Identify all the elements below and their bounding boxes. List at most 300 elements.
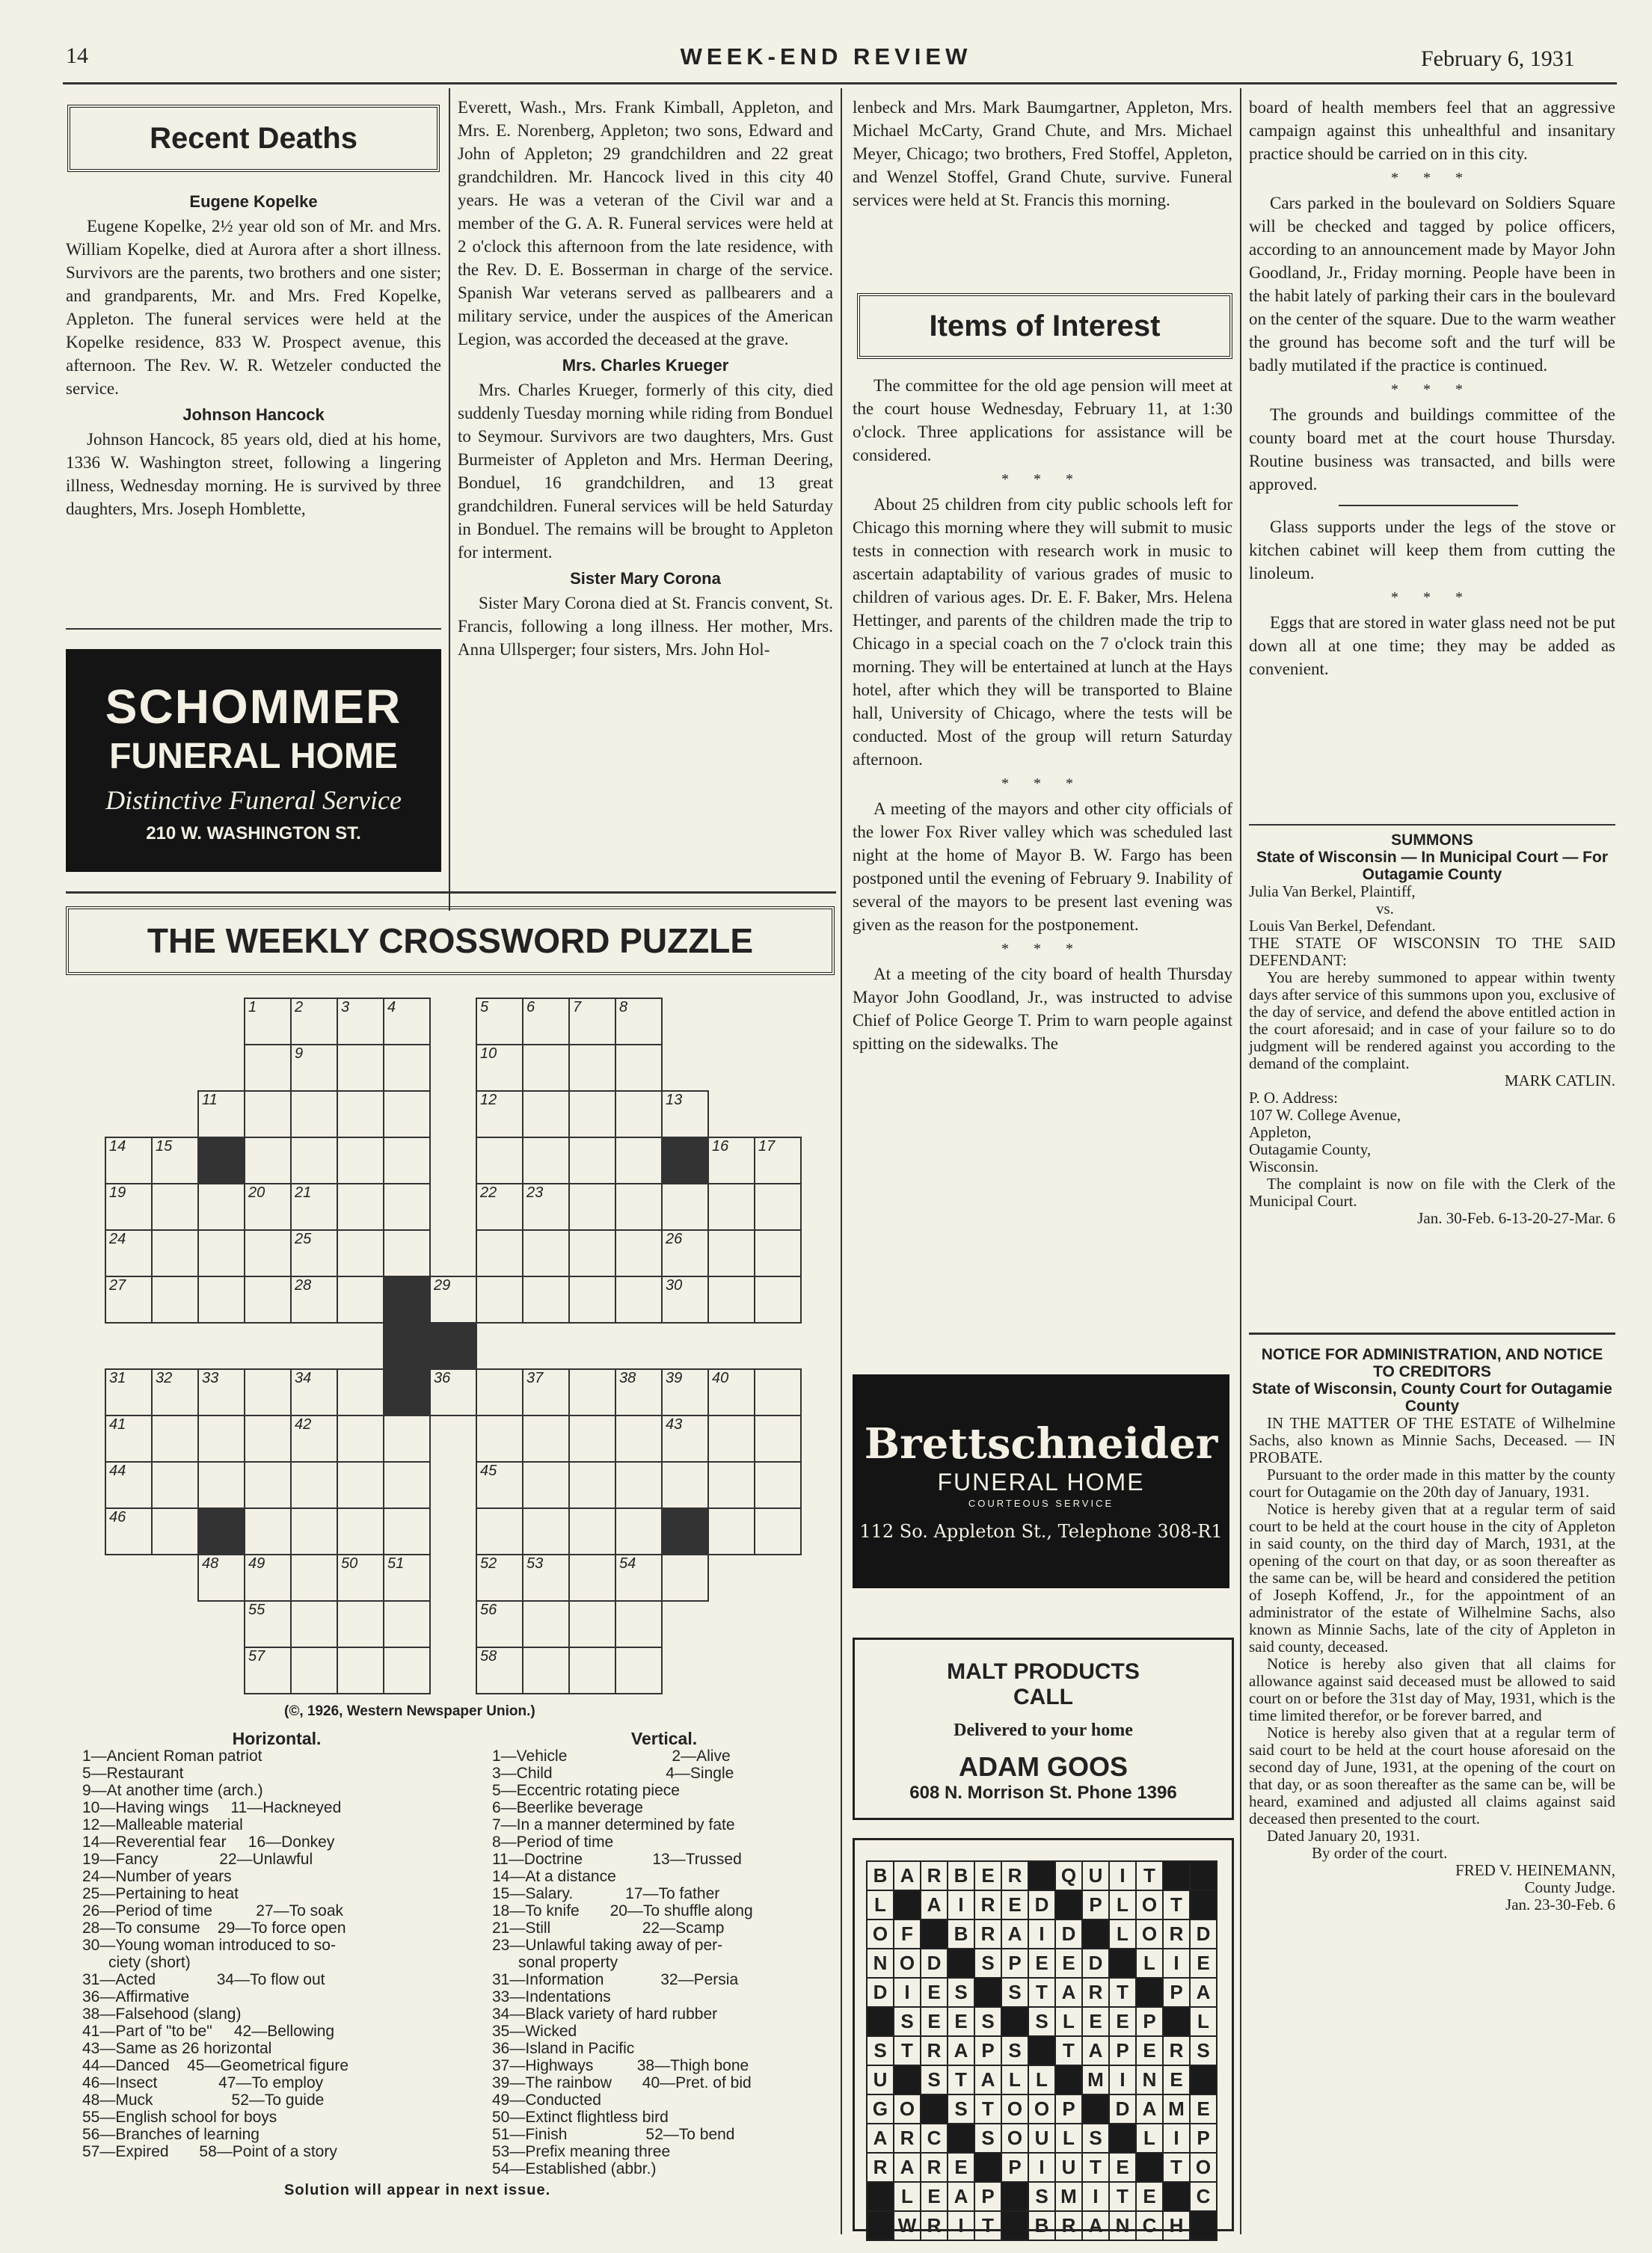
cell-number: 36 bbox=[434, 1370, 451, 1386]
masthead: WEEK-END REVIEW bbox=[680, 43, 972, 70]
crossword-cell[interactable] bbox=[105, 1462, 152, 1508]
crossword-cell[interactable] bbox=[662, 1184, 708, 1230]
crossword-cell[interactable] bbox=[337, 1647, 384, 1694]
cell-number: 37 bbox=[526, 1370, 544, 1386]
crossword-cell[interactable] bbox=[476, 1045, 523, 1091]
crossword-cell[interactable] bbox=[615, 1601, 662, 1647]
news-item: The committee for the old age pension will meet at the court house Wednesday, February 11, at 1:30 o'clock. Three applications for assistance will be considered. bbox=[853, 376, 1232, 464]
crossword-cell[interactable] bbox=[569, 1369, 615, 1416]
solution-letter: S bbox=[867, 2036, 894, 2065]
crossword-cell[interactable] bbox=[569, 1137, 615, 1184]
legal-body: IN THE MATTER OF THE ESTATE of Wilhelmine Sachs, also known as Minnie Sachs, Deceased. — IN PROBATE. bbox=[1249, 1414, 1615, 1466]
crossword-cell[interactable] bbox=[291, 1416, 337, 1462]
crossword-cell[interactable] bbox=[523, 1647, 569, 1694]
grid-blank bbox=[476, 1323, 523, 1369]
crossword-cell[interactable] bbox=[152, 1230, 198, 1276]
solution-letter: P bbox=[1163, 1978, 1190, 2007]
clue: 25—Pertaining to heat bbox=[82, 1885, 239, 1902]
clue: 31—Acted 34—To flow out bbox=[82, 1971, 325, 1988]
ad-slogan: Distinctive Funeral Service bbox=[105, 785, 402, 815]
crossword-cell[interactable] bbox=[476, 1184, 523, 1230]
crossword-cell[interactable] bbox=[291, 1045, 337, 1091]
crossword-cell[interactable] bbox=[523, 1091, 569, 1137]
crossword-cell[interactable] bbox=[245, 1647, 291, 1694]
crossword-cell[interactable] bbox=[615, 1276, 662, 1323]
crossword-cell[interactable] bbox=[291, 998, 337, 1045]
crossword-cell[interactable] bbox=[615, 1508, 662, 1555]
crossword-cell[interactable] bbox=[708, 1462, 755, 1508]
crossword-cell[interactable] bbox=[615, 1462, 662, 1508]
crossword-cell[interactable] bbox=[291, 1462, 337, 1508]
solution-letter: E bbox=[974, 1861, 1001, 1890]
crossword-cell[interactable] bbox=[476, 1091, 523, 1137]
crossword-cell[interactable] bbox=[615, 998, 662, 1045]
crossword-cell[interactable] bbox=[337, 1276, 384, 1323]
crossword-cell[interactable] bbox=[384, 1230, 430, 1276]
solution-letter: R bbox=[1082, 1978, 1109, 2007]
grid-blank bbox=[198, 1045, 245, 1091]
clue: 51—Finish 52—To bend bbox=[492, 2126, 735, 2143]
crossword-cell[interactable] bbox=[523, 1230, 569, 1276]
solution-letter: T bbox=[974, 2094, 1001, 2124]
crossword-cell[interactable] bbox=[615, 1091, 662, 1137]
grid-blank bbox=[152, 1091, 198, 1137]
crossword-cell[interactable] bbox=[569, 1462, 615, 1508]
column-rule bbox=[841, 88, 842, 2234]
crossword-cell[interactable] bbox=[569, 998, 615, 1045]
crossword-cell[interactable] bbox=[755, 1276, 801, 1323]
crossword-cell[interactable] bbox=[152, 1276, 198, 1323]
crossword-cell[interactable] bbox=[291, 1508, 337, 1555]
crossword-cell[interactable] bbox=[291, 1184, 337, 1230]
crossword-cell[interactable] bbox=[291, 1230, 337, 1276]
crossword-cell[interactable] bbox=[755, 1508, 801, 1555]
crossword-cell[interactable] bbox=[755, 1184, 801, 1230]
crossword-cell[interactable] bbox=[569, 1091, 615, 1137]
crossword-cell[interactable] bbox=[755, 1230, 801, 1276]
crossword-cell[interactable] bbox=[152, 1462, 198, 1508]
ad-line: Delivered to your home bbox=[954, 1721, 1133, 1740]
crossword-cell[interactable] bbox=[245, 1555, 291, 1601]
grid-blank bbox=[105, 1601, 152, 1647]
crossword-cell[interactable] bbox=[198, 1184, 245, 1230]
crossword-cell[interactable] bbox=[384, 1555, 430, 1601]
ad-address: 112 So. Appleton St., Telephone 308-R1 bbox=[859, 1521, 1223, 1542]
clue: 26—Period of time 27—To soak bbox=[82, 1902, 343, 1919]
obituary-heading: Sister Mary Corona bbox=[570, 569, 721, 588]
crossword-cell[interactable] bbox=[291, 1276, 337, 1323]
crossword-cell[interactable] bbox=[152, 1369, 198, 1416]
grid-blank bbox=[430, 1230, 476, 1276]
solution-black-square bbox=[948, 2124, 974, 2153]
crossword-cell[interactable] bbox=[708, 1137, 755, 1184]
crossword-cell[interactable] bbox=[523, 1276, 569, 1323]
clue: 56—Branches of learning bbox=[82, 2126, 260, 2143]
legal-court: State of Wisconsin — In Municipal Court — For Outagamie County bbox=[1256, 849, 1608, 883]
crossword-cell[interactable] bbox=[384, 998, 430, 1045]
crossword-cell[interactable] bbox=[523, 1045, 569, 1091]
solution-letter: E bbox=[1109, 2153, 1136, 2182]
clue: 33—Indentations bbox=[492, 1988, 611, 2005]
crossword-cell[interactable] bbox=[708, 1184, 755, 1230]
header-rule bbox=[63, 82, 1617, 84]
crossword-cell[interactable] bbox=[569, 1045, 615, 1091]
cell-number: 14 bbox=[109, 1138, 126, 1155]
grid-blank bbox=[430, 1045, 476, 1091]
crossword-cell[interactable] bbox=[523, 998, 569, 1045]
solution-letter: U bbox=[1082, 1861, 1109, 1890]
grid-blank bbox=[708, 1601, 755, 1647]
clue: 15—Salary. 17—To father bbox=[492, 1885, 720, 1902]
crossword-cell[interactable] bbox=[198, 1276, 245, 1323]
crossword-cell[interactable] bbox=[384, 1462, 430, 1508]
crossword-cell[interactable] bbox=[755, 1369, 801, 1416]
grid-blank bbox=[662, 1045, 708, 1091]
crossword-cell[interactable] bbox=[569, 1601, 615, 1647]
crossword-cell[interactable] bbox=[476, 1462, 523, 1508]
crossword-cell[interactable] bbox=[198, 1091, 245, 1137]
ad-ribbon: COURTEOUS SERVICE bbox=[968, 1498, 1114, 1509]
clue: 41—Part of "to be" 42—Bellowing bbox=[82, 2023, 335, 2040]
crossword-cell[interactable] bbox=[662, 1369, 708, 1416]
solution-black-square bbox=[1163, 2182, 1190, 2211]
crossword-cell[interactable] bbox=[384, 1091, 430, 1137]
crossword-cell[interactable] bbox=[476, 1555, 523, 1601]
solution-letter: D bbox=[1190, 1919, 1217, 1949]
crossword-cell[interactable] bbox=[337, 1184, 384, 1230]
crossword-cell[interactable] bbox=[615, 1555, 662, 1601]
crossword-cell[interactable] bbox=[662, 1276, 708, 1323]
crossword-cell[interactable] bbox=[337, 1230, 384, 1276]
solution-letter: A bbox=[1055, 1978, 1082, 2007]
grid-blank bbox=[430, 998, 476, 1045]
cell-number: 34 bbox=[295, 1370, 312, 1386]
crossword-cell[interactable] bbox=[105, 1276, 152, 1323]
crossword-cell[interactable] bbox=[662, 1462, 708, 1508]
grid-blank bbox=[430, 1647, 476, 1694]
crossword-cell[interactable] bbox=[569, 1184, 615, 1230]
crossword-cell[interactable] bbox=[291, 1137, 337, 1184]
solution-letter: A bbox=[948, 2036, 974, 2065]
legal-dates: Jan. 30-Feb. 6-13-20-27-Mar. 6 bbox=[1417, 1209, 1615, 1227]
solution-letter: A bbox=[1190, 1978, 1217, 2007]
solution-letter: I bbox=[948, 2211, 974, 2240]
solution-letter: B bbox=[1028, 2211, 1055, 2240]
cell-number: 53 bbox=[526, 1555, 544, 1572]
crossword-cell[interactable] bbox=[152, 1416, 198, 1462]
crossword-cell[interactable] bbox=[198, 1230, 245, 1276]
crossword-cell[interactable] bbox=[337, 1045, 384, 1091]
cell-number: 55 bbox=[248, 1602, 265, 1618]
crossword-cell[interactable] bbox=[384, 1045, 430, 1091]
grid-blank bbox=[708, 1045, 755, 1091]
column-rule bbox=[1240, 88, 1241, 2234]
crossword-cell[interactable] bbox=[476, 1137, 523, 1184]
cell-number: 30 bbox=[666, 1277, 683, 1294]
crossword-cell[interactable] bbox=[708, 1416, 755, 1462]
legal-heading: NOTICE FOR ADMINISTRATION, AND NOTICE TO CREDITORS bbox=[1261, 1346, 1603, 1380]
cell-number: 52 bbox=[480, 1555, 497, 1572]
separator: * * * bbox=[1001, 941, 1084, 957]
solution-letter: G bbox=[867, 2094, 894, 2124]
solution-letter: P bbox=[1190, 2124, 1217, 2153]
obituary-heading: Eugene Kopelke bbox=[189, 192, 318, 211]
crossword-cell[interactable] bbox=[198, 1416, 245, 1462]
crossword-grid[interactable] bbox=[105, 998, 802, 1694]
crossword-cell[interactable] bbox=[615, 1184, 662, 1230]
crossword-cell[interactable] bbox=[245, 1508, 291, 1555]
clue: 46—Insect 47—To employ bbox=[82, 2074, 324, 2091]
solution-letter: Q bbox=[1055, 1861, 1082, 1890]
solution-black-square bbox=[974, 2153, 1001, 2182]
solution-letter: P bbox=[1136, 2007, 1163, 2036]
crossword-cell[interactable] bbox=[569, 1416, 615, 1462]
crossword-cell[interactable] bbox=[384, 1416, 430, 1462]
crossword-cell[interactable] bbox=[523, 1369, 569, 1416]
crossword-cell[interactable] bbox=[291, 1091, 337, 1137]
clue: 28—To consume 29—To force open bbox=[82, 1919, 346, 1937]
solution-letter: E bbox=[921, 1978, 948, 2007]
clue: 1—Vehicle 2—Alive bbox=[492, 1748, 731, 1765]
crossword-cell[interactable] bbox=[384, 1601, 430, 1647]
solution-letter: U bbox=[1055, 2153, 1082, 2182]
cell-number: 2 bbox=[295, 999, 304, 1015]
crossword-cell[interactable] bbox=[569, 1647, 615, 1694]
solution-letter: O bbox=[867, 1919, 894, 1949]
crossword-cell[interactable] bbox=[476, 1508, 523, 1555]
crossword-cell[interactable] bbox=[198, 1369, 245, 1416]
ad-line: 608 N. Morrison St. Phone 1396 bbox=[909, 1783, 1177, 1803]
crossword-cell[interactable] bbox=[198, 1462, 245, 1508]
crossword-cell[interactable] bbox=[569, 1230, 615, 1276]
solution-letter: I bbox=[1028, 2153, 1055, 2182]
crossword-cell[interactable] bbox=[615, 1045, 662, 1091]
solution-letter: S bbox=[921, 2065, 948, 2094]
crossword-cell[interactable] bbox=[291, 1369, 337, 1416]
crossword-cell[interactable] bbox=[105, 1137, 152, 1184]
crossword-cell[interactable] bbox=[105, 1230, 152, 1276]
cell-number: 45 bbox=[480, 1463, 497, 1479]
crossword-cell[interactable] bbox=[615, 1647, 662, 1694]
grid-blank bbox=[755, 1091, 801, 1137]
solution-black-square bbox=[1190, 1861, 1217, 1890]
cell-number: 25 bbox=[295, 1231, 312, 1247]
crossword-cell[interactable] bbox=[476, 1276, 523, 1323]
summons-notice bbox=[1249, 832, 1615, 1227]
solution-letter: P bbox=[974, 2036, 1001, 2065]
crossword-cell[interactable] bbox=[523, 1601, 569, 1647]
solution-letter: S bbox=[1082, 2124, 1109, 2153]
crossword-cell[interactable] bbox=[337, 998, 384, 1045]
crossword-cell[interactable] bbox=[569, 1276, 615, 1323]
grid-blank bbox=[708, 1091, 755, 1137]
cell-number: 8 bbox=[619, 999, 628, 1015]
crossword-cell[interactable] bbox=[245, 1276, 291, 1323]
crossword-cell[interactable] bbox=[105, 1184, 152, 1230]
solution-letter: S bbox=[974, 2007, 1001, 2036]
crossword-cell[interactable] bbox=[708, 1508, 755, 1555]
crossword-cell[interactable] bbox=[291, 1555, 337, 1601]
solution-black-square bbox=[948, 1949, 974, 1978]
crossword-cell[interactable] bbox=[337, 1091, 384, 1137]
crossword-cell[interactable] bbox=[152, 1137, 198, 1184]
solution-letter: E bbox=[1001, 1890, 1028, 1919]
crossword-cell[interactable] bbox=[245, 1462, 291, 1508]
solution-letter: E bbox=[1082, 2007, 1109, 2036]
cell-number: 49 bbox=[248, 1555, 265, 1572]
crossword-cell[interactable] bbox=[615, 1416, 662, 1462]
solution-letter: E bbox=[1190, 2094, 1217, 2124]
solution-letter: T bbox=[1082, 2153, 1109, 2182]
crossword-cell[interactable] bbox=[384, 1184, 430, 1230]
crossword-cell[interactable] bbox=[476, 1230, 523, 1276]
crossword-cell[interactable] bbox=[708, 1369, 755, 1416]
crossword-cell[interactable] bbox=[569, 1555, 615, 1601]
crossword-cell[interactable] bbox=[337, 1416, 384, 1462]
crossword-cell[interactable] bbox=[476, 1601, 523, 1647]
crossword-cell[interactable] bbox=[337, 1369, 384, 1416]
solution-letter: P bbox=[1082, 1890, 1109, 1919]
crossword-cell[interactable] bbox=[152, 1508, 198, 1555]
crossword-cell[interactable] bbox=[755, 1416, 801, 1462]
cell-number: 31 bbox=[109, 1370, 126, 1386]
crossword-cell[interactable] bbox=[245, 1230, 291, 1276]
crossword-cell[interactable] bbox=[755, 1137, 801, 1184]
grid-blank bbox=[152, 998, 198, 1045]
crossword-cell[interactable] bbox=[662, 1555, 708, 1601]
solution-black-square bbox=[921, 1919, 948, 1949]
legal-body: You are hereby summoned to appear within twenty days after service of this summons upon you, exclusive of the day of service, and defend the above entitled action in the court aforesaid; and in case of your failure so to do judgment will be rendered against you according to the demand of the complaint. bbox=[1249, 968, 1615, 1072]
solution-black-square bbox=[1082, 2094, 1109, 2124]
crossword-cell[interactable] bbox=[245, 998, 291, 1045]
crossword-cell[interactable] bbox=[476, 1416, 523, 1462]
crossword-cell[interactable] bbox=[245, 1416, 291, 1462]
crossword-cell[interactable] bbox=[337, 1555, 384, 1601]
solution-letter: T bbox=[1163, 2153, 1190, 2182]
crossword-cell[interactable] bbox=[523, 1462, 569, 1508]
clue: 7—In a manner determined by fate bbox=[492, 1816, 735, 1834]
crossword-cell[interactable] bbox=[755, 1462, 801, 1508]
crossword-cell[interactable] bbox=[615, 1137, 662, 1184]
solution-letter: M bbox=[1163, 2094, 1190, 2124]
crossword-cell[interactable] bbox=[291, 1647, 337, 1694]
legal-body: Pursuant to the order made in this matter by the county court for Outagamie on the 20th day of January, 1931. bbox=[1249, 1466, 1615, 1501]
crossword-cell[interactable] bbox=[523, 1508, 569, 1555]
solution-letter: R bbox=[867, 2153, 894, 2182]
solution-letter: T bbox=[1028, 1978, 1055, 2007]
crossword-cell[interactable] bbox=[384, 1508, 430, 1555]
solution-letter: D bbox=[867, 1978, 894, 2007]
clue: 54—Established (abbr.) bbox=[492, 2160, 657, 2177]
crossword-cell[interactable] bbox=[662, 1091, 708, 1137]
crossword-cell[interactable] bbox=[384, 1647, 430, 1694]
crossword-cell[interactable] bbox=[476, 1647, 523, 1694]
grid-blank bbox=[198, 1647, 245, 1694]
clue: 31—Information 32—Persia bbox=[492, 1971, 739, 1988]
cell-number: 11 bbox=[202, 1092, 218, 1108]
solution-letter: D bbox=[1028, 1890, 1055, 1919]
grid-blank bbox=[662, 998, 708, 1045]
crossword-cell[interactable] bbox=[708, 1276, 755, 1323]
crossword-cell[interactable] bbox=[615, 1230, 662, 1276]
crossword-cell[interactable] bbox=[523, 1555, 569, 1601]
vertical-clues bbox=[492, 1730, 836, 2177]
crossword-cell[interactable] bbox=[337, 1508, 384, 1555]
clue: 48—Muck 52—To guide bbox=[82, 2091, 325, 2109]
grid-blank bbox=[430, 1184, 476, 1230]
cell-number: 46 bbox=[109, 1509, 126, 1525]
solution-letter: L bbox=[867, 1890, 894, 1919]
crossword-cell[interactable] bbox=[615, 1369, 662, 1416]
legal-signature: County Judge. bbox=[1524, 1878, 1615, 1896]
crossword-cell[interactable] bbox=[523, 1137, 569, 1184]
crossword-cell[interactable] bbox=[523, 1184, 569, 1230]
solution-letter: I bbox=[1028, 1919, 1055, 1949]
solution-letter: S bbox=[1190, 2036, 1217, 2065]
divider bbox=[66, 891, 836, 894]
column-rule bbox=[449, 88, 450, 911]
crossword-cell[interactable] bbox=[523, 1416, 569, 1462]
crossword-cell[interactable] bbox=[198, 1555, 245, 1601]
solution-letter: E bbox=[948, 2153, 974, 2182]
crossword-cell[interactable] bbox=[476, 998, 523, 1045]
crossword-cell[interactable] bbox=[105, 1369, 152, 1416]
clue: 19—Fancy 22—Unlawful bbox=[82, 1851, 313, 1868]
obituary-text: Johnson Hancock, 85 years old, died at his home, 1336 W. Washington street, following a lingering illness, Wednesday morning. He is survived by three daughters, Mrs. Joseph Homblette, bbox=[66, 430, 441, 518]
cell-number: 10 bbox=[480, 1045, 497, 1062]
crossword-cell[interactable] bbox=[152, 1184, 198, 1230]
crossword-cell[interactable] bbox=[476, 1369, 523, 1416]
crossword-cell[interactable] bbox=[245, 1091, 291, 1137]
solution-black-square bbox=[1028, 1861, 1055, 1890]
crossword-cell[interactable] bbox=[245, 1184, 291, 1230]
crossword-cell[interactable] bbox=[337, 1601, 384, 1647]
crossword-cell[interactable] bbox=[662, 1230, 708, 1276]
crossword-cell[interactable] bbox=[245, 1137, 291, 1184]
crossword-cell[interactable] bbox=[245, 1045, 291, 1091]
crossword-cell[interactable] bbox=[662, 1416, 708, 1462]
solution-letter: C bbox=[1136, 2211, 1163, 2240]
legal-court: State of Wisconsin, County Court for Outagamie County bbox=[1252, 1380, 1612, 1415]
solution-black-square bbox=[974, 1978, 1001, 2007]
solution-black-square bbox=[894, 2065, 921, 2094]
crossword-cell[interactable] bbox=[105, 1416, 152, 1462]
crossword-cell[interactable] bbox=[337, 1137, 384, 1184]
crossword-cell[interactable] bbox=[337, 1462, 384, 1508]
cell-number: 22 bbox=[480, 1184, 497, 1201]
solution-black-square bbox=[1136, 2153, 1163, 2182]
crossword-cell[interactable] bbox=[430, 1276, 476, 1323]
grid-blank bbox=[430, 1137, 476, 1184]
solution-letter: S bbox=[1028, 2182, 1055, 2211]
cell-number: 21 bbox=[295, 1184, 312, 1201]
crossword-cell[interactable] bbox=[245, 1601, 291, 1647]
black-square bbox=[662, 1137, 708, 1184]
news-item: Eggs that are stored in water glass need not be put down all at one time; they may be added as convenient. bbox=[1249, 613, 1615, 678]
crossword-cell[interactable] bbox=[569, 1508, 615, 1555]
crossword-cell[interactable] bbox=[384, 1137, 430, 1184]
crossword-cell[interactable] bbox=[245, 1369, 291, 1416]
crossword-cell[interactable] bbox=[708, 1230, 755, 1276]
solution-letter: O bbox=[894, 1949, 921, 1978]
clue: 21—Still 22—Scamp bbox=[492, 1919, 725, 1937]
crossword-cell[interactable] bbox=[291, 1601, 337, 1647]
clue: 50—Extinct flightless bird bbox=[492, 2109, 669, 2126]
crossword-cell[interactable] bbox=[430, 1369, 476, 1416]
solution-letter: P bbox=[1055, 2094, 1082, 2124]
solution-letter: S bbox=[948, 1978, 974, 2007]
crossword-cell[interactable] bbox=[105, 1508, 152, 1555]
